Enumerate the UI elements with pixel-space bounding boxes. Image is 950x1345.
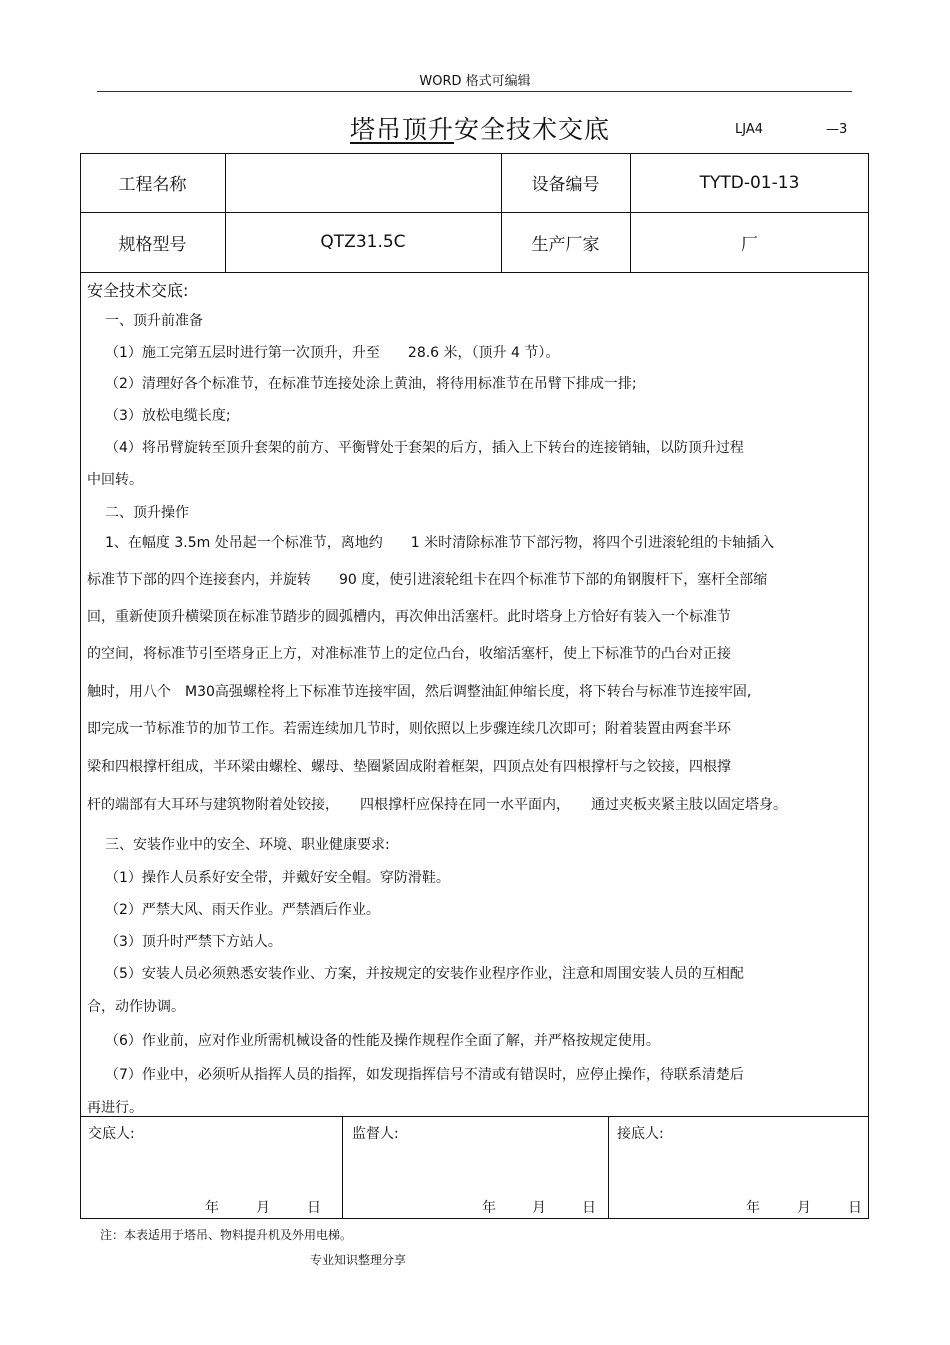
receiver-day: 日: [848, 1200, 862, 1216]
body-line: 中回转。: [87, 472, 143, 488]
body-line: （2）严禁大风、雨天作业。严禁酒后作业。: [105, 902, 380, 918]
body-line: （6）作业前，应对作业所需机械设备的性能及操作规程作全面了解，并严格按规定使用。: [105, 1033, 660, 1049]
header-divider: [97, 91, 852, 92]
body-line: （3）顶升时严禁下方站人。: [105, 934, 282, 950]
body-line: 再进行。: [87, 1100, 143, 1116]
body-line: （5）安装人员必须熟悉安装作业、方案，并按规定的安装作业程序作业，注意和周围安装人员的互相配: [105, 966, 744, 982]
model-label: 规格型号: [118, 234, 187, 255]
page-footer: 专业知识整理分享: [310, 1253, 407, 1267]
receiver-label: 接底人:: [617, 1126, 664, 1142]
body-line: 1、在幅度 3.5m 处吊起一个标准节，离地约 1 米时清除标准节下部污物，将四个引进滚轮组的卡轴插入: [105, 535, 775, 551]
title-rest: 安全技术交底: [454, 115, 611, 144]
discloser-year: 年: [205, 1200, 219, 1216]
supervisor-year: 年: [482, 1200, 496, 1216]
body-line: 合，动作协调。: [87, 999, 185, 1015]
device-number-value: TYTD-01-13: [699, 172, 800, 193]
model-value: QTZ31.5C: [320, 232, 406, 252]
section-heading-2: 二、顶升操作: [105, 505, 189, 521]
body-line: （1）操作人员系好安全带，并戴好安全帽。穿防滑鞋。: [105, 870, 450, 886]
body-line: （7）作业中，必须听从指挥人员的指挥，如发现指挥信号不清或有错误时，应停止操作，待联系清楚后: [105, 1067, 744, 1083]
body-line: 触时，用八个 M30高强螺栓将上下标准节连接牢固，然后调整油缸伸缩长度，将下转台与标准节连接牢固,: [87, 684, 752, 700]
body-line: 即完成一节标准节的加节工作。若需连续加几节时，则依照以上步骤连续几次即可；附着装置由两套半环: [87, 721, 731, 737]
signature-row-divider: [80, 1116, 869, 1117]
table-note: 注：本表适用于塔吊、物料提升机及外用电梯。: [100, 1228, 353, 1242]
disclosure-heading: 安全技术交底:: [87, 281, 189, 300]
section-heading-3: 三、安装作业中的安全、环境、职业健康要求:: [105, 837, 390, 853]
discloser-month: 月: [256, 1200, 270, 1216]
body-line: 杆的端部有大耳环与建筑物附着处铰接， 四根撑杆应保持在同一水平面内， 通过夹板夹紧主肢以固定塔身。: [87, 797, 787, 813]
body-line: 回，重新使顶升横梁顶在标准节踏步的圆弧槽内，再次伸出活塞杆。此时塔身上方恰好有装入一个标准节: [87, 609, 731, 625]
document-page-number: —3: [826, 122, 848, 137]
body-line: 的空间，将标准节引至塔身正上方，对准标准节上的定位凸台，收缩活塞杆，使上下标准节的凸台对正接: [87, 646, 731, 662]
body-line: （1）施工完第五层时进行第一次顶升，升至 28.6 米，（顶升 4 节）。: [105, 345, 560, 361]
document-code: LJA4: [735, 122, 764, 137]
discloser-day: 日: [307, 1200, 321, 1216]
body-line: 标准节下部的四个连接套内，并旋转 90 度，使引进滚轮组卡在四个标准节下部的角钢腹杆下，塞杆全部缩: [87, 572, 768, 588]
body-line: 梁和四根撑杆组成，半环梁由螺栓、螺母、垫圈紧固成附着框架，四顶点处有四根撑杆与之铰接，四根撑: [87, 759, 731, 775]
body-line: （2）清理好各个标准节，在标准节连接处涂上黄油，将待用标准节在吊臂下排成一排;: [105, 376, 637, 392]
section-heading-1: 一、顶升前准备: [105, 313, 203, 329]
body-line: （4）将吊臂旋转至顶升套架的前方、平衡臂处于套架的后方，插入上下转台的连接销轴，以防顶升过程: [105, 440, 744, 456]
document-title: [350, 110, 610, 146]
supervisor-month: 月: [532, 1200, 546, 1216]
supervisor-day: 日: [582, 1200, 596, 1216]
title-underlined-part: 塔吊顶升: [350, 115, 455, 144]
discloser-label: 交底人:: [88, 1126, 135, 1142]
signature-col-divider-1: [342, 1116, 343, 1219]
receiver-month: 月: [797, 1200, 811, 1216]
row-divider-2: [80, 272, 869, 273]
project-name-value: [225, 153, 501, 212]
manufacturer-value: 厂: [741, 234, 758, 255]
manufacturer-label: 生产厂家: [531, 234, 600, 255]
body-line: （3）放松电缆长度;: [105, 408, 231, 424]
page-header: WORD 格式可编辑: [419, 74, 531, 89]
receiver-year: 年: [746, 1200, 760, 1216]
signature-col-divider-2: [608, 1116, 609, 1219]
supervisor-label: 监督人:: [352, 1126, 399, 1142]
project-name-label: 工程名称: [118, 175, 187, 195]
device-number-label: 设备编号: [531, 175, 600, 195]
